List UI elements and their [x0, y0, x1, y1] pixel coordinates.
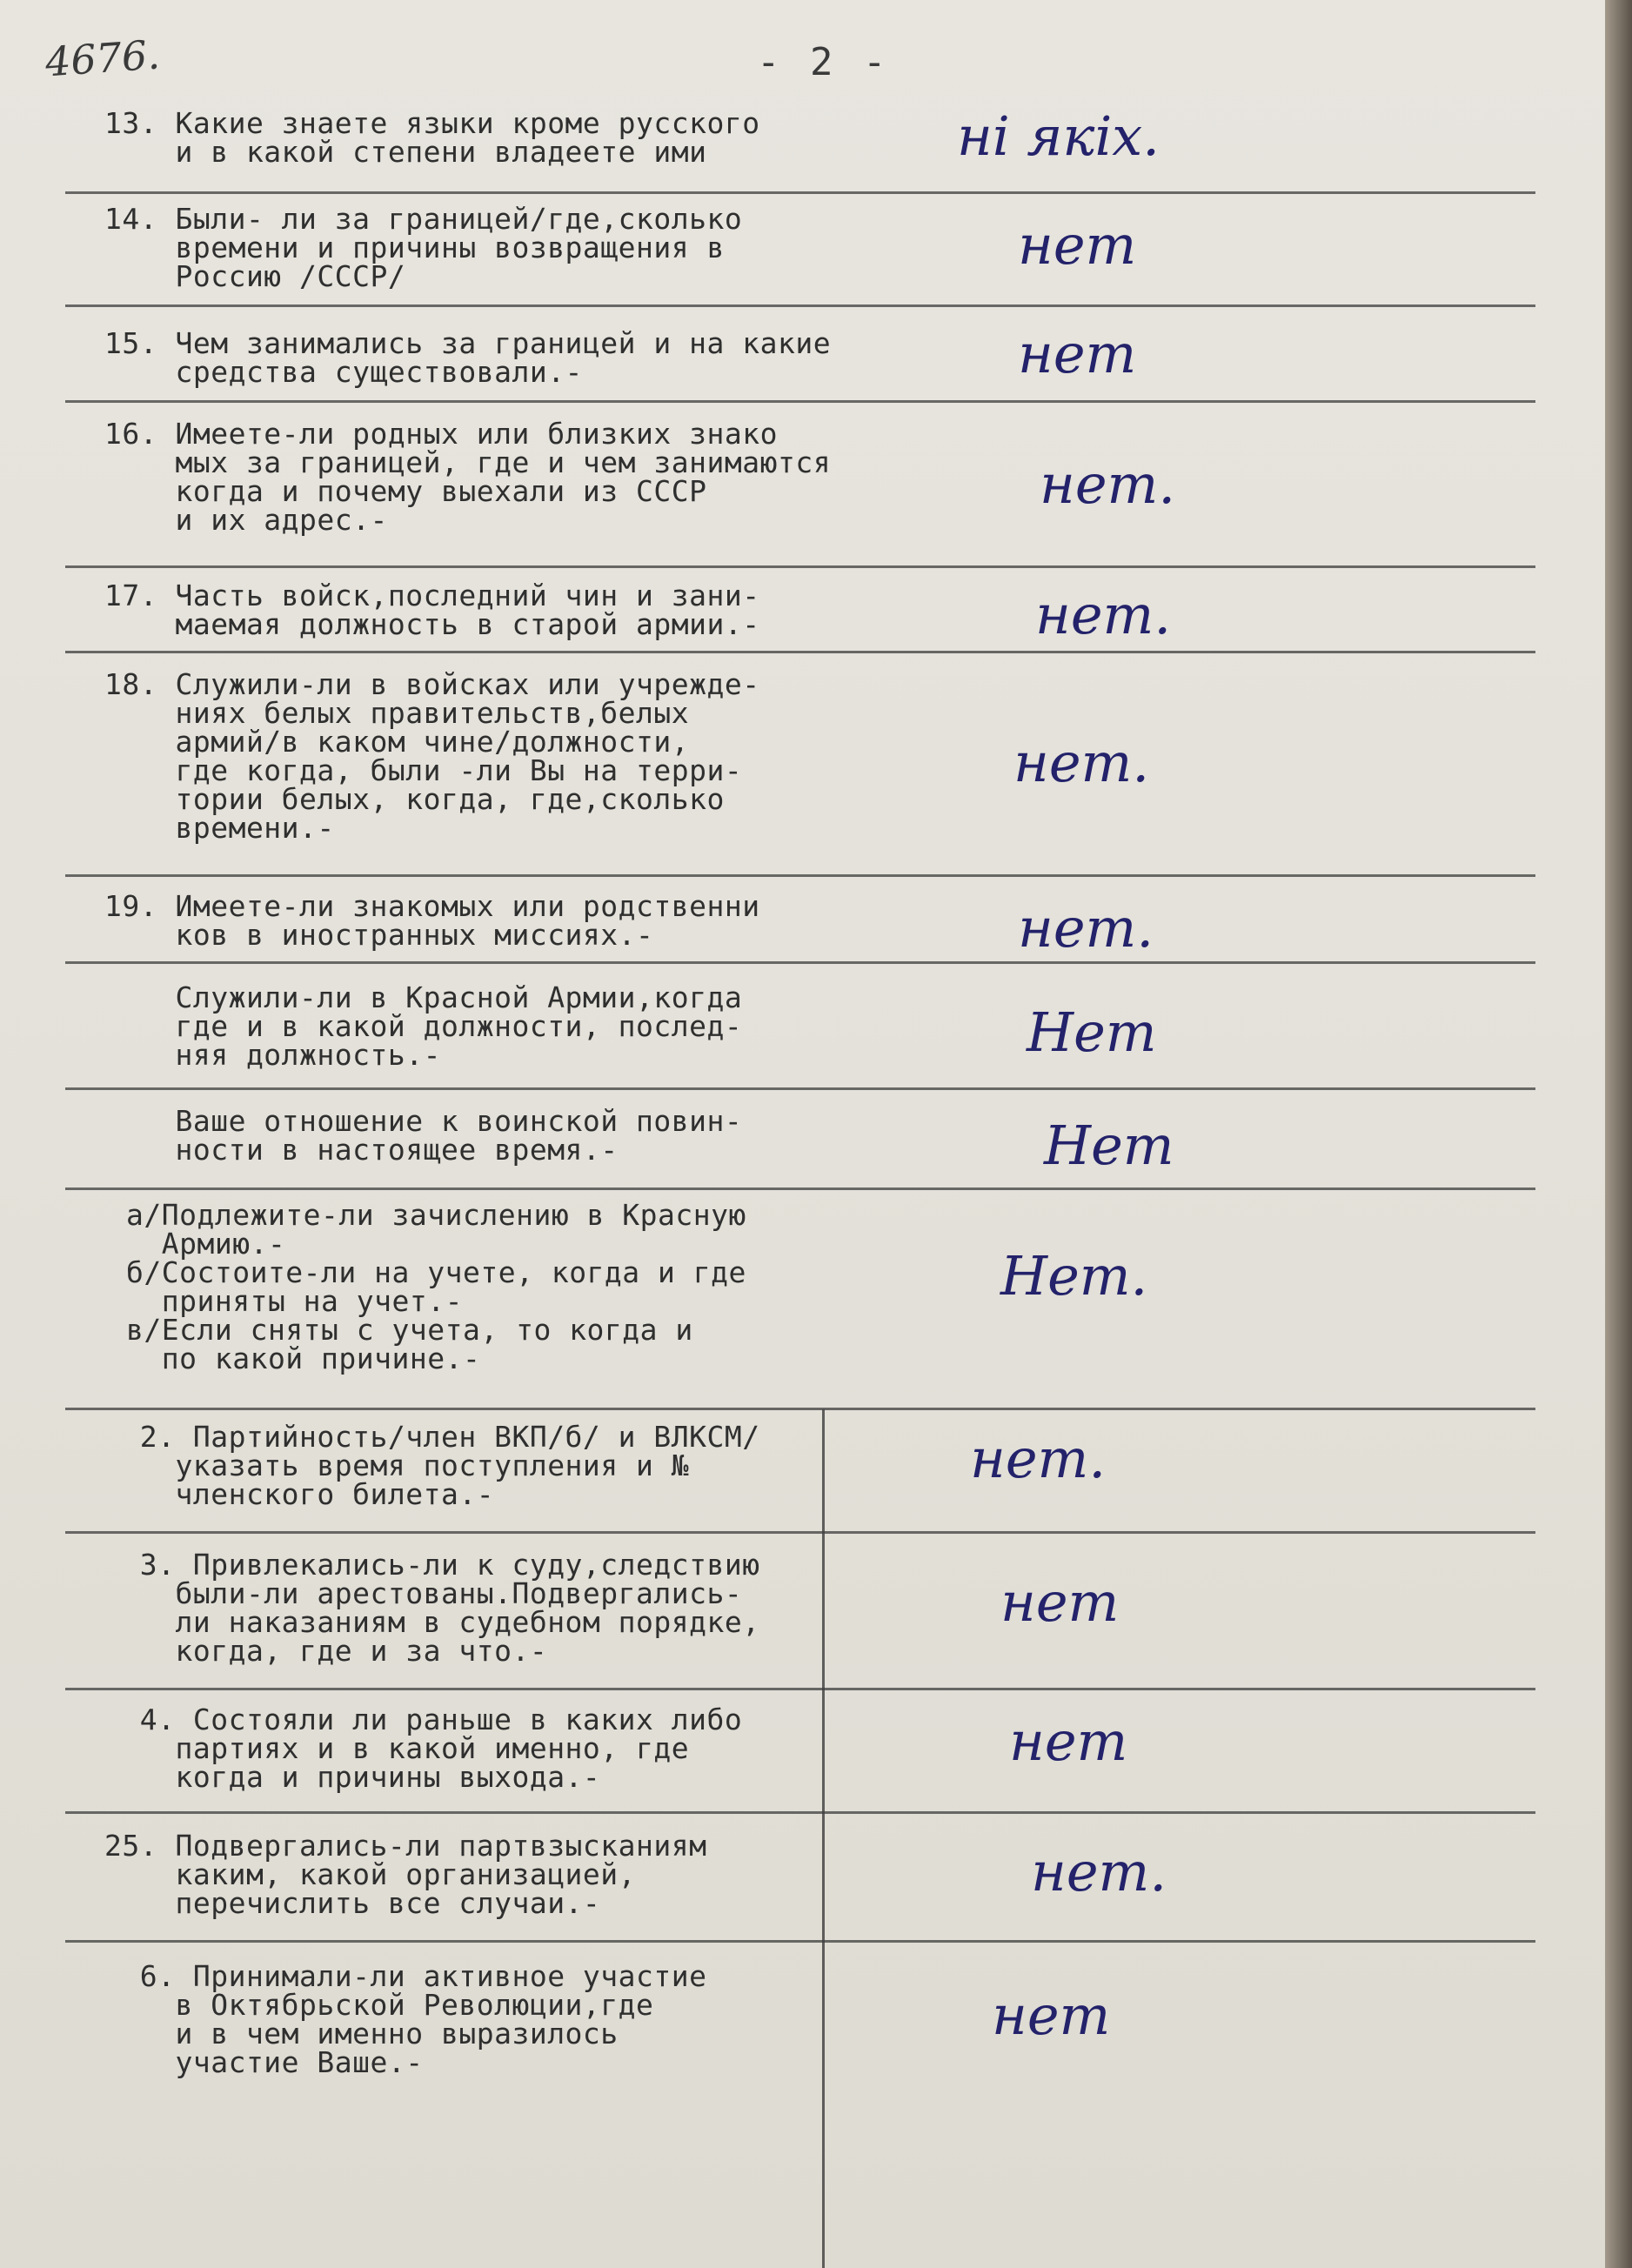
row-divider: [65, 1940, 1535, 1943]
question-21-sub: а/Подлежите-ли зачислению в Красную Армию.- б/Состоите-ли на учете, когда и где приняты на учет.- в/Если сняты с учета, то когда и по какой причине.-: [126, 1198, 746, 1375]
answer-20: Нет: [1027, 1000, 1157, 1064]
archive-number: 4676.: [43, 30, 162, 86]
row-divider: [65, 191, 1535, 194]
question-23: 3. Привлекались-ли к суду,следствию были-ли арестованы.Подвергались- ли наказаниям в судебном порядке, когда, где и за что.-: [139, 1548, 760, 1668]
question-21: Ваше отношение к воинской повин- ности в настоящее время.-: [175, 1104, 743, 1167]
question-15: 15. Чем занимались за границей и на какие средства существовали.-: [104, 326, 832, 389]
answer-24: нет: [1009, 1709, 1128, 1773]
row-divider: [65, 874, 1535, 877]
question-25: 25. Подвергались-ли партвзысканиям каким, какой организацией, перечислить все случаи.-: [104, 1829, 707, 1920]
question-26: 6. Принимали-ли активное участие в Октябрьской Революции,где и в чем именно выразилось участие Ваше.-: [139, 1959, 707, 2079]
question-16: 16. Имеете-ли родных или близких знако мых за границей, где и чем занимаются когда и почему выехали из СССР и их адрес.-: [104, 417, 832, 537]
answer-14: нет: [1018, 213, 1137, 277]
row-divider: [65, 400, 1535, 403]
answer-19: нет.: [1018, 896, 1154, 960]
row-divider: [65, 304, 1535, 307]
answer-13: ні якіх.: [957, 104, 1160, 168]
column-divider: [822, 1409, 825, 2268]
question-22: 2. Партийность/член ВКП/б/ и ВЛКСМ/ указать время поступления и № членского билета.-: [139, 1420, 760, 1511]
row-divider: [65, 565, 1535, 568]
answer-15: нет: [1018, 322, 1137, 385]
row-divider: [65, 1531, 1535, 1534]
answer-21-sub: Нет.: [1000, 1244, 1148, 1308]
answer-16: нет.: [1040, 452, 1176, 516]
answer-22: нет.: [970, 1427, 1107, 1490]
answer-25: нет.: [1031, 1840, 1167, 1903]
question-14: 14. Были- ли за границей/где,сколько времени и причины возвращения в Россию /СССР/: [104, 202, 743, 293]
answer-26: нет: [992, 1984, 1111, 2047]
question-20: Служили-ли в Красной Армии,когда где и в какой должности, послед- няя должность.-: [175, 980, 743, 1072]
question-17: 17. Часть войск,последний чин и зани- маемая должность в старой армии.-: [104, 579, 760, 641]
row-divider: [65, 1811, 1535, 1814]
row-divider: [65, 961, 1535, 964]
page-edge: [1605, 0, 1632, 2268]
row-divider: [65, 1688, 1535, 1690]
row-divider: [65, 1188, 1535, 1190]
row-divider: [65, 651, 1535, 653]
row-divider: [65, 1087, 1535, 1090]
question-13: 13. Какие знаете языки кроме русского и в какой степени владеете ими: [104, 106, 760, 169]
page-number: - 2 -: [757, 40, 890, 84]
row-divider: [65, 1408, 1535, 1410]
answer-18: нет.: [1013, 731, 1150, 794]
question-24: 4. Состояли ли раньше в каких либо партиях и в какой именно, где когда и причины выхода.-: [139, 1703, 743, 1794]
answer-23: нет: [1000, 1570, 1120, 1634]
question-18: 18. Служили-ли в войсках или учрежде- ниях белых правительств,белых армий/в каком чине/должности, где когда, были -ли Вы на терри- тории белых, когда, где,сколько времени.-: [104, 667, 760, 845]
answer-17: нет.: [1035, 583, 1172, 646]
answer-21: Нет: [1044, 1114, 1174, 1177]
question-19: 19. Имеете-ли знакомых или родственни ков в иностранных миссиях.-: [104, 889, 760, 952]
